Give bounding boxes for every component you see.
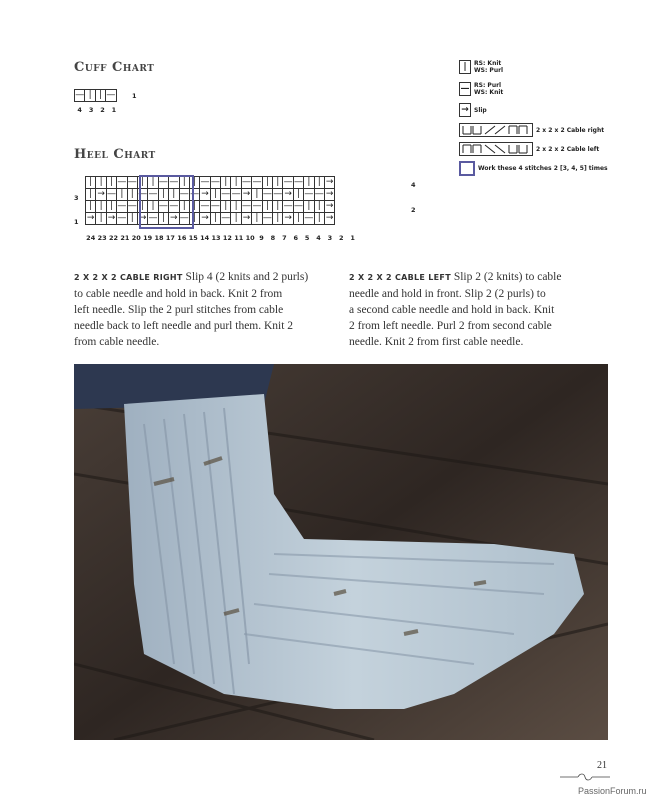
heel-chart-grid [85,176,335,225]
heel-cell: | [96,213,106,225]
heel-cell: | [262,201,272,213]
heel-col-num: 13 [211,234,221,242]
heel-cell: | [314,201,324,213]
heel-cell: | [158,213,168,225]
heel-cell: → [242,189,251,199]
heel-cell: | [86,201,96,213]
heel-row-number-right: 2 [411,206,416,214]
heel-cell: | [158,189,168,201]
heel-cell: — [210,201,220,211]
legend-label: 2 x 2 x 2 Cable right [536,126,605,134]
heel-cell: → [138,213,147,223]
heel-cell: | [304,177,314,189]
heel-cell: | [252,213,262,225]
heel-cell: | [273,177,283,189]
heel-cell: | [179,177,189,189]
heel-cell: → [201,213,209,223]
heel-col-num: 6 [293,234,298,242]
heel-col-num: 15 [188,234,198,242]
instruction-line: needle and hold in front. Slip 2 (2 purls) to [349,288,546,300]
heel-cell: — [304,213,314,223]
heel-cell: — [283,201,293,211]
heel-cell: — [200,177,210,187]
heel-cell: | [231,201,241,213]
heel-cell: | [293,213,303,225]
heel-cell: — [273,189,283,199]
legend-label: RS: Knit [474,60,502,67]
knit-symbol: | [459,60,471,74]
heel-cell: | [273,201,283,213]
heel-col-num: 4 [316,234,321,242]
cuff-cell: | [95,90,105,102]
heel-cell: | [210,189,220,201]
heel-cell: — [304,189,314,199]
heel-col-num: 16 [177,234,187,242]
heel-cell: | [106,177,116,189]
heel-cell: | [262,177,272,189]
instruction-line: left needle. Slip the 2 purl stitches from cable [74,304,284,316]
heel-cell: → [325,201,334,211]
heel-col-num: 14 [200,234,210,242]
instruction-line: Slip 4 (2 knits and 2 purls) [185,271,309,283]
heel-cell: | [96,177,106,189]
heel-col-num: 21 [120,234,130,242]
repeat-symbol [459,161,475,176]
heel-cell: — [138,189,148,199]
heel-col-num: 20 [131,234,141,242]
heel-cell: | [127,189,137,201]
heel-cell: — [200,201,210,211]
heel-col-num: 19 [143,234,153,242]
legend-item-cable-left [459,142,599,156]
heel-cell: | [86,177,96,189]
instruction-line: Slip 2 (2 knits) to cable [453,271,562,283]
heel-col-num: 17 [165,234,175,242]
cuff-cell: — [106,90,116,100]
heel-col-num: 22 [108,234,118,242]
heel-cell: | [189,177,199,189]
cuff-chart-title: Cuff Chart [74,60,155,75]
heel-col-num: 9 [259,234,264,242]
heel-cell: — [169,177,179,187]
heel-cell: — [294,201,303,211]
cable-left-instructions [349,269,614,350]
heel-cell: | [96,201,106,213]
sock-photo [74,364,608,740]
heel-cell: — [242,177,252,187]
cuff-col-num: 1 [111,106,117,114]
heel-col-num: 24 [86,234,96,242]
cuff-chart-grid [74,89,117,102]
cable-right-instructions [74,269,339,350]
heel-cell: — [117,177,127,187]
heel-cell: — [221,213,231,223]
heel-cell: | [137,201,147,213]
heel-row-number-right: 4 [411,181,416,189]
legend-label: RS: Purl [474,82,502,89]
heel-cell: — [190,189,200,199]
cuff-col-num: 4 [77,106,82,114]
heel-col-num: 10 [245,234,255,242]
heel-cell: | [221,201,231,213]
heel-column-numbers [85,234,358,242]
legend-item-purl [459,82,503,96]
cable-left-icon [461,144,531,154]
instruction-line: to cable needle and hold in back. Knit 2 from [74,288,283,300]
legend-item-knit [459,60,503,74]
heel-cell: — [106,189,116,199]
purl-symbol: — [460,84,470,94]
heel-cell: — [221,189,231,199]
heel-cell: → [170,213,178,223]
heel-cell: — [231,189,241,199]
cable-right-icon [461,125,531,135]
page-number: 21 [597,760,607,771]
heel-cell: — [127,201,137,211]
heel-cell: → [325,213,334,223]
instruction-line: 2 from left needle. Purl 2 from second cable [349,320,552,332]
cuff-col-num: 3 [88,106,94,114]
heel-cell: — [210,177,220,187]
cuff-row-number: 1 [132,92,137,100]
heel-cell: | [252,189,262,201]
heel-cell: — [117,201,127,211]
heel-cell: → [242,213,251,223]
heel-cell: — [117,213,127,223]
heel-cell: | [179,201,189,213]
legend-item-repeat [459,161,608,176]
heel-col-num: 18 [154,234,164,242]
heel-cell: — [283,177,293,187]
heel-cell: — [169,201,179,211]
heel-cell: — [158,201,168,211]
heel-cell: — [158,177,168,187]
heel-cell: — [252,177,262,187]
heel-cell: → [107,213,116,223]
heel-col-num: 11 [234,234,244,242]
heel-cell: — [127,177,137,187]
legend-label: Slip [474,106,487,114]
heel-cell: → [284,189,292,199]
heel-cell: | [148,177,158,189]
repeat-highlight-box [139,175,194,229]
cable-right-symbol [459,123,533,137]
legend-label: Work these 4 stitches 2 [3, 4, 5] times [478,165,608,172]
cuff-column-numbers [74,106,120,114]
heel-cell: | [314,213,324,225]
heel-row-number-left: 1 [74,218,79,226]
heel-col-num: 3 [327,234,333,242]
cable-left-heading: 2 X 2 X 2 CABLE LEFT [349,273,451,282]
heel-col-num: 5 [304,234,310,242]
cable-right-heading: 2 X 2 X 2 CABLE RIGHT [74,273,183,282]
heel-col-num: 1 [350,234,355,242]
heel-cell: — [314,189,324,199]
legend-label: WS: Knit [474,89,504,96]
heel-cell: — [179,189,189,199]
heel-cell: — [262,213,272,223]
heel-col-num: 7 [282,234,287,242]
instruction-line: needle back to left needle and purl them. Knit 2 [74,320,294,332]
legend-item-cable-right [459,123,604,137]
instruction-line: a second cable needle and hold in back. Knit [349,304,555,316]
heel-col-num: 12 [222,234,232,242]
legend-item-slip [459,103,487,117]
legend-label: WS: Purl [474,67,504,74]
heel-chart-title: Heel Chart [74,147,156,162]
heel-cell: | [293,189,303,201]
cuff-cell: — [75,90,85,100]
heel-col-num: 23 [97,234,107,242]
heel-cell: | [189,213,199,225]
heel-cell: | [148,201,158,213]
cuff-col-num: 2 [100,106,105,114]
heel-cell: | [86,189,96,201]
heel-cell: | [189,201,199,213]
cuff-cell: | [85,90,95,102]
heel-cell: — [148,213,158,223]
heel-cell: | [137,177,147,189]
heel-col-num: 8 [270,234,276,242]
heel-cell: | [314,177,324,189]
heel-cell: | [231,177,241,189]
heel-cell: → [201,189,209,199]
instruction-line: needle. Knit 2 from first cable needle. [349,336,524,348]
heel-cell: → [325,189,334,199]
heel-cell: → [325,177,334,187]
slip-symbol: → [459,103,471,117]
heel-cell: → [97,189,105,199]
heel-cell: | [210,213,220,225]
heel-col-num: 2 [339,234,344,242]
instruction-line: from cable needle. [74,336,160,348]
heel-cell: | [221,177,231,189]
heel-cell: — [252,201,262,211]
heel-cell: — [242,201,252,211]
heel-cell: — [262,189,272,199]
heel-cell: | [117,189,127,201]
heel-cell: | [127,213,137,225]
heel-cell: — [294,177,303,187]
heel-cell: | [231,213,241,225]
decorative-flourish-icon [560,772,610,782]
heel-cell: | [169,189,179,201]
site-watermark: PassionForum.ru [578,786,647,796]
legend-label: 2 x 2 x 2 Cable left [536,145,600,153]
heel-cell: | [106,201,116,213]
heel-cell: → [86,213,95,223]
heel-cell: → [284,213,292,223]
heel-cell: | [304,201,314,213]
heel-row-number-left: 3 [74,194,79,202]
heel-cell: | [273,213,283,225]
heel-cell: — [179,213,189,223]
heel-cell: — [148,189,158,199]
cable-left-symbol [459,142,533,156]
sock-illustration [74,364,608,740]
